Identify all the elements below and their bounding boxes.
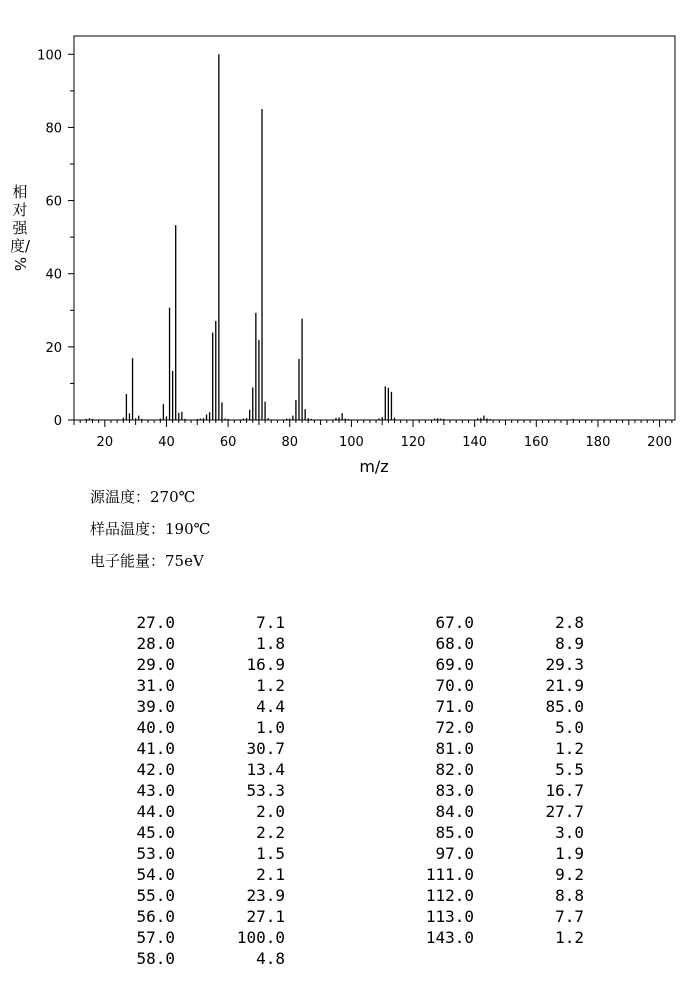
peak-mz: 56.0 xyxy=(136,907,175,926)
peak-row xyxy=(389,801,584,822)
peak-row xyxy=(389,759,584,780)
peak-intensity: 2.0 xyxy=(256,802,285,821)
peak-mz: 81.0 xyxy=(435,739,474,758)
peak-row xyxy=(389,654,584,675)
peak-mz: 31.0 xyxy=(136,676,175,695)
peak-intensity: 16.9 xyxy=(246,655,285,674)
peak-intensity: 21.9 xyxy=(545,676,584,695)
peak-intensity: 23.9 xyxy=(246,886,285,905)
peak-intensity: 2.8 xyxy=(555,613,584,632)
peak-row xyxy=(389,696,584,717)
peak-intensity: 1.0 xyxy=(256,718,285,737)
peak-row xyxy=(90,738,285,759)
peak-mz: 55.0 xyxy=(136,886,175,905)
peak-mz: 39.0 xyxy=(136,697,175,716)
y-tick-label: 0 xyxy=(53,414,62,429)
x-tick-label: 60 xyxy=(219,435,237,450)
x-axis xyxy=(74,420,672,450)
y-axis-label-text: 相对强度/ xyxy=(10,183,31,255)
peak-intensity: 5.5 xyxy=(555,760,584,779)
y-tick-label: 80 xyxy=(45,121,62,137)
peak-row xyxy=(90,633,285,654)
peak-mz: 143.0 xyxy=(425,928,474,947)
peak-row xyxy=(389,843,584,864)
peak-mz: 57.0 xyxy=(136,928,175,947)
peak-row xyxy=(90,843,285,864)
peak-row xyxy=(389,927,584,948)
peak-mz: 53.0 xyxy=(136,844,175,863)
peak-row xyxy=(90,801,285,822)
peak-intensity: 27.1 xyxy=(246,907,285,926)
peak-row xyxy=(90,717,285,738)
peak-row xyxy=(389,717,584,738)
peak-intensity: 13.4 xyxy=(246,760,285,779)
x-tick-label: 40 xyxy=(158,435,175,450)
peak-mz: 67.0 xyxy=(435,613,474,632)
peak-intensity: 27.7 xyxy=(545,802,584,821)
peak-intensity: 9.2 xyxy=(555,865,584,884)
peak-intensity: 8.8 xyxy=(555,886,584,905)
x-tick-label: 20 xyxy=(96,435,114,450)
peak-table-left xyxy=(90,612,285,969)
peak-mz: 70.0 xyxy=(435,676,474,695)
peak-intensity: 1.9 xyxy=(555,844,584,863)
peak-intensity: 4.4 xyxy=(256,697,285,716)
peak-mz: 68.0 xyxy=(435,634,474,653)
peak-intensity: 1.8 xyxy=(256,634,285,653)
peak-mz: 44.0 xyxy=(136,802,175,821)
electron-energy: 电子能量：75eV xyxy=(90,552,204,570)
peak-row xyxy=(90,927,285,948)
y-axis xyxy=(37,48,74,429)
plot-frame xyxy=(74,36,675,420)
peak-intensity: 1.5 xyxy=(256,844,285,863)
peak-intensity: 1.2 xyxy=(555,739,584,758)
y-axis-label-unit: % xyxy=(11,256,29,272)
x-tick-label: 80 xyxy=(281,435,299,450)
peak-table-right xyxy=(389,612,584,948)
peak-mz: 113.0 xyxy=(425,907,474,926)
peak-intensity: 7.1 xyxy=(256,613,285,632)
peak-intensity: 1.2 xyxy=(256,676,285,695)
peak-row xyxy=(389,822,584,843)
peak-intensity: 3.0 xyxy=(555,823,584,842)
peak-intensity: 7.7 xyxy=(555,907,584,926)
peak-row xyxy=(389,675,584,696)
peak-intensity: 16.7 xyxy=(545,781,584,800)
y-axis-label xyxy=(10,183,30,273)
x-tick-label: 120 xyxy=(400,435,426,450)
peak-row xyxy=(90,822,285,843)
peak-row xyxy=(90,654,285,675)
peak-mz: 83.0 xyxy=(435,781,474,800)
peak-row xyxy=(90,696,285,717)
peak-intensity: 4.8 xyxy=(256,949,285,968)
peak-intensity: 85.0 xyxy=(545,697,584,716)
y-tick-label: 100 xyxy=(37,48,62,64)
mass-spectrum-chart xyxy=(0,0,696,485)
peak-mz: 29.0 xyxy=(136,655,175,674)
peak-mz: 71.0 xyxy=(435,697,474,716)
peak-mz: 27.0 xyxy=(136,613,175,632)
peak-mz: 45.0 xyxy=(136,823,175,842)
peak-row xyxy=(389,780,584,801)
peak-mz: 112.0 xyxy=(425,886,474,905)
peak-intensity: 5.0 xyxy=(555,718,584,737)
peak-intensity: 1.2 xyxy=(555,928,584,947)
peak-row xyxy=(389,864,584,885)
peak-mz: 111.0 xyxy=(425,865,474,884)
peak-intensity: 53.3 xyxy=(246,781,285,800)
peak-mz: 82.0 xyxy=(435,760,474,779)
peak-row xyxy=(90,948,285,969)
y-tick-label: 40 xyxy=(45,267,62,283)
peak-mz: 69.0 xyxy=(435,655,474,674)
y-tick-label: 20 xyxy=(45,340,62,356)
peak-intensity: 29.3 xyxy=(545,655,584,674)
peak-mz: 85.0 xyxy=(435,823,474,842)
x-tick-label: 200 xyxy=(647,435,673,450)
peak-row xyxy=(90,864,285,885)
peak-intensity: 8.9 xyxy=(555,634,584,653)
peak-mz: 72.0 xyxy=(435,718,474,737)
source-temperature: 源温度：270℃ xyxy=(90,488,196,506)
peak-mz: 42.0 xyxy=(136,760,175,779)
peak-row xyxy=(90,675,285,696)
x-tick-label: 140 xyxy=(462,435,488,450)
peak-row xyxy=(389,738,584,759)
x-tick-label: 180 xyxy=(585,435,611,450)
peak-mz: 41.0 xyxy=(136,739,175,758)
peak-row xyxy=(90,759,285,780)
peak-intensity: 30.7 xyxy=(246,739,285,758)
peak-row xyxy=(90,906,285,927)
peak-intensity: 2.1 xyxy=(256,865,285,884)
peak-mz: 84.0 xyxy=(435,802,474,821)
peak-mz: 28.0 xyxy=(136,634,175,653)
peak-intensity: 100.0 xyxy=(236,928,285,947)
x-axis-label: m/z xyxy=(359,457,389,476)
sample-temperature: 样品温度：190℃ xyxy=(90,520,211,538)
peak-mz: 97.0 xyxy=(435,844,474,863)
peak-row xyxy=(389,633,584,654)
peak-row xyxy=(90,612,285,633)
peak-mz: 43.0 xyxy=(136,781,175,800)
peak-row xyxy=(389,906,584,927)
peak-row xyxy=(389,612,584,633)
peak-row xyxy=(90,885,285,906)
peak-bars xyxy=(86,54,573,420)
x-tick-label: 160 xyxy=(523,435,549,450)
peak-mz: 40.0 xyxy=(136,718,175,737)
peak-row xyxy=(389,885,584,906)
peak-intensity: 2.2 xyxy=(256,823,285,842)
y-tick-label: 60 xyxy=(45,194,62,210)
x-tick-label: 100 xyxy=(338,435,364,450)
peak-mz: 54.0 xyxy=(136,865,175,884)
peak-row xyxy=(90,780,285,801)
peak-mz: 58.0 xyxy=(136,949,175,968)
